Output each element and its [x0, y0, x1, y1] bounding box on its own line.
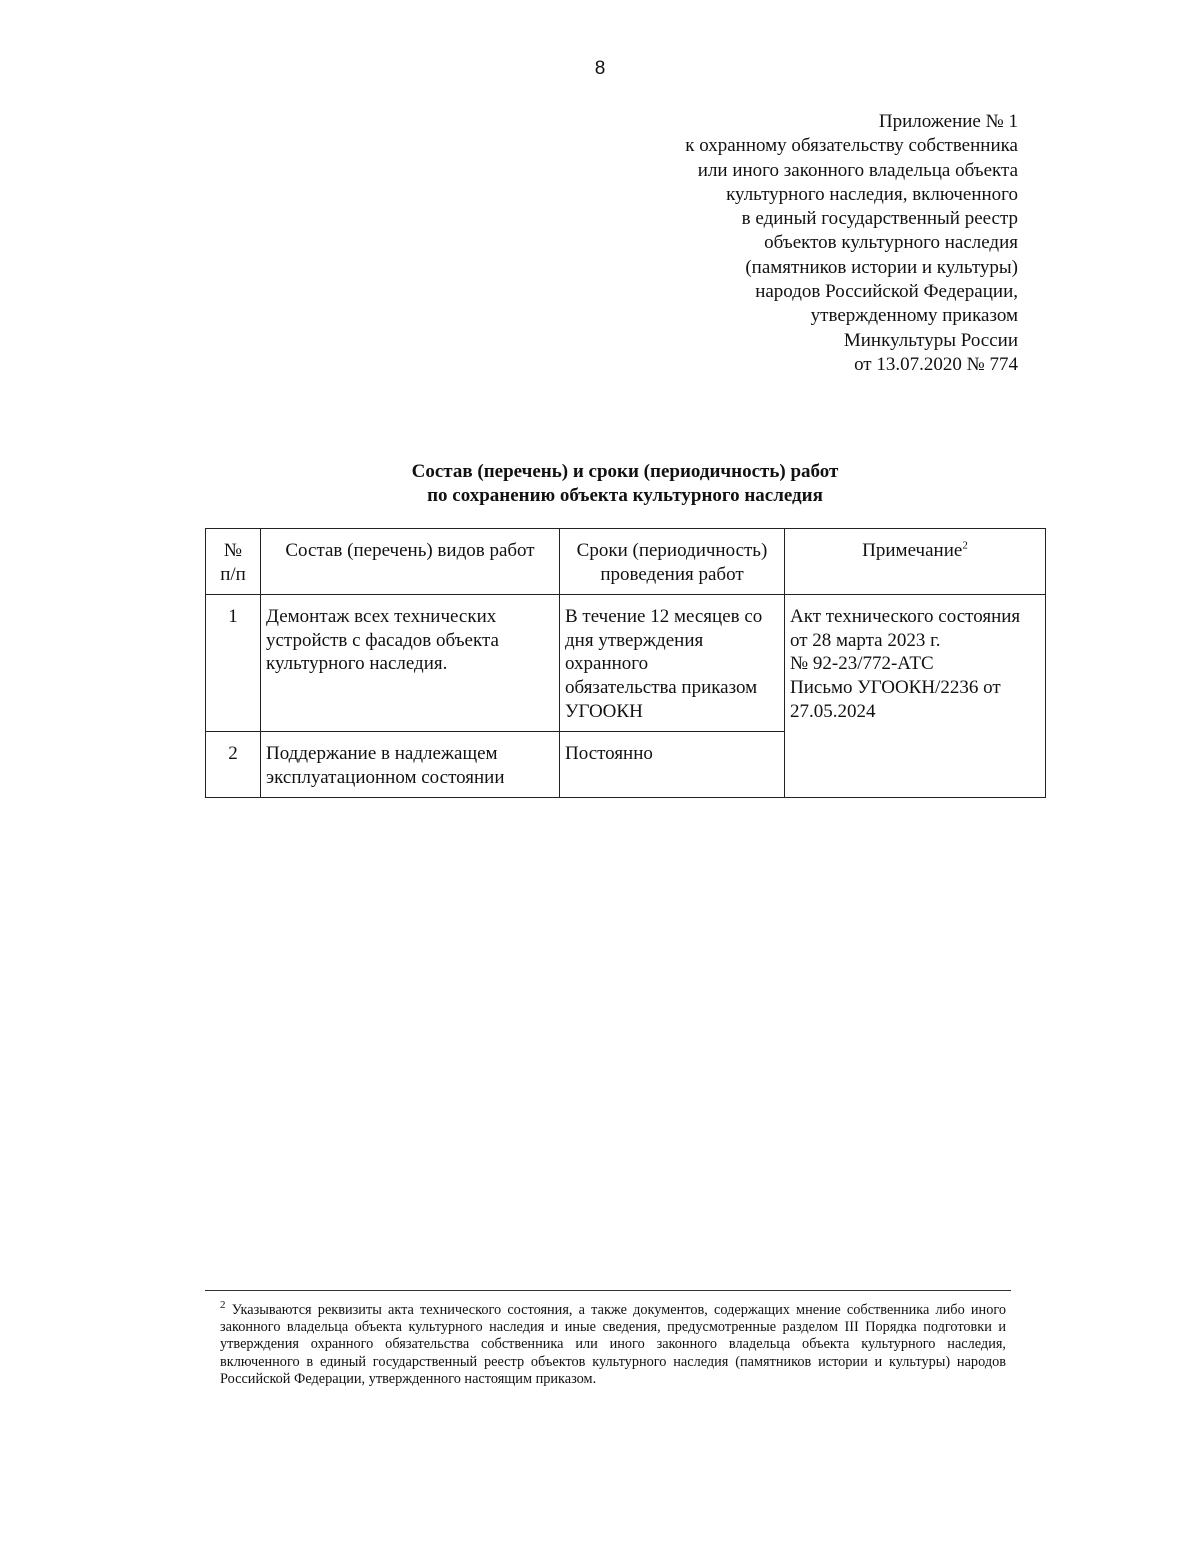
header-term: Сроки (периодичность) проведения работ: [560, 529, 785, 595]
row-note-line: № 92-23/772-АТС: [790, 653, 934, 675]
document-title-line-2: по сохранению объекта культурного наследия: [427, 485, 823, 506]
footnote-divider: [205, 1290, 1011, 1291]
row-note: [785, 595, 1046, 798]
appendix-line: (памятников истории и культуры): [745, 256, 1018, 278]
row-term: [560, 595, 785, 732]
header-note-label: Примечание: [862, 540, 963, 561]
row-num: 1: [206, 595, 261, 732]
footnote-ref: 2: [962, 539, 968, 552]
document-title-line-1: Состав (перечень) и сроки (периодичность) работ: [411, 461, 839, 482]
header-num-line-2: п/п: [220, 563, 246, 585]
row-num: 2: [206, 732, 261, 798]
header-num-line-1: №: [223, 540, 243, 561]
appendix-line: к охранному обязательству собственника: [685, 135, 1018, 157]
appendix-line: утвержденному приказом: [810, 305, 1018, 327]
works-table: [205, 528, 1046, 798]
row-work: Демонтаж всех технических устройств с фасадов объекта культурного наследия.: [261, 595, 560, 732]
appendix-line: Минкультуры России: [843, 329, 1018, 351]
row-work: Поддержание в надлежащем эксплуатационном состоянии: [261, 732, 560, 798]
row-note-line: 27.05.2024: [790, 700, 876, 722]
table-row: [206, 595, 1046, 732]
row-term-line: УГООКН: [565, 700, 643, 722]
row-note-line: Акт технического состояния: [790, 606, 1021, 628]
header-work: Состав (перечень) видов работ: [261, 529, 560, 595]
appendix-header: [598, 110, 1018, 377]
row-note-line: Письмо УГООКН/2236 от: [790, 676, 1001, 698]
appendix-line: от 13.07.2020 № 774: [854, 353, 1018, 375]
table-header-row: [206, 529, 1046, 595]
row-term-line: Постоянно: [565, 743, 653, 765]
row-term: [560, 732, 785, 798]
row-term-line: охранного: [565, 653, 649, 675]
appendix-line: Приложение № 1: [878, 111, 1018, 132]
row-term-line: В течение 12 месяцев со: [565, 606, 763, 628]
document-title: [0, 460, 1200, 508]
appendix-line: культурного наследия, включенного: [726, 183, 1018, 205]
header-num: [206, 529, 261, 595]
appendix-line: объектов культурного наследия: [764, 232, 1018, 254]
header-note: [785, 529, 1046, 595]
footnote-marker: 2: [220, 1299, 226, 1312]
row-note-line: от 28 марта 2023 г.: [790, 629, 941, 651]
row-term-line: дня утверждения: [565, 629, 704, 651]
row-term-line: обязательства приказом: [565, 676, 758, 698]
appendix-line: или иного законного владельца объекта: [697, 159, 1018, 181]
footnote-text: Указываются реквизиты акта технического состояния, а также документов, содержащих мнение собственника либо иного законного владельца объекта культурного наследия и иные сведения, предусмотренные разделом III Порядка подготовки и утверждения охранного обязательства собственника или иного законного владельца объекта культурного наследия, включенного в единый государственный реестр объектов культурного наследия (памятников истории и культуры) народов Российской Федерации, утвержденного настоящим приказом.: [220, 1302, 1007, 1387]
appendix-line: в единый государственный реестр: [741, 208, 1018, 230]
page-number: 8: [594, 58, 606, 79]
footnote: [220, 1299, 1007, 1388]
appendix-line: народов Российской Федерации,: [755, 281, 1018, 303]
